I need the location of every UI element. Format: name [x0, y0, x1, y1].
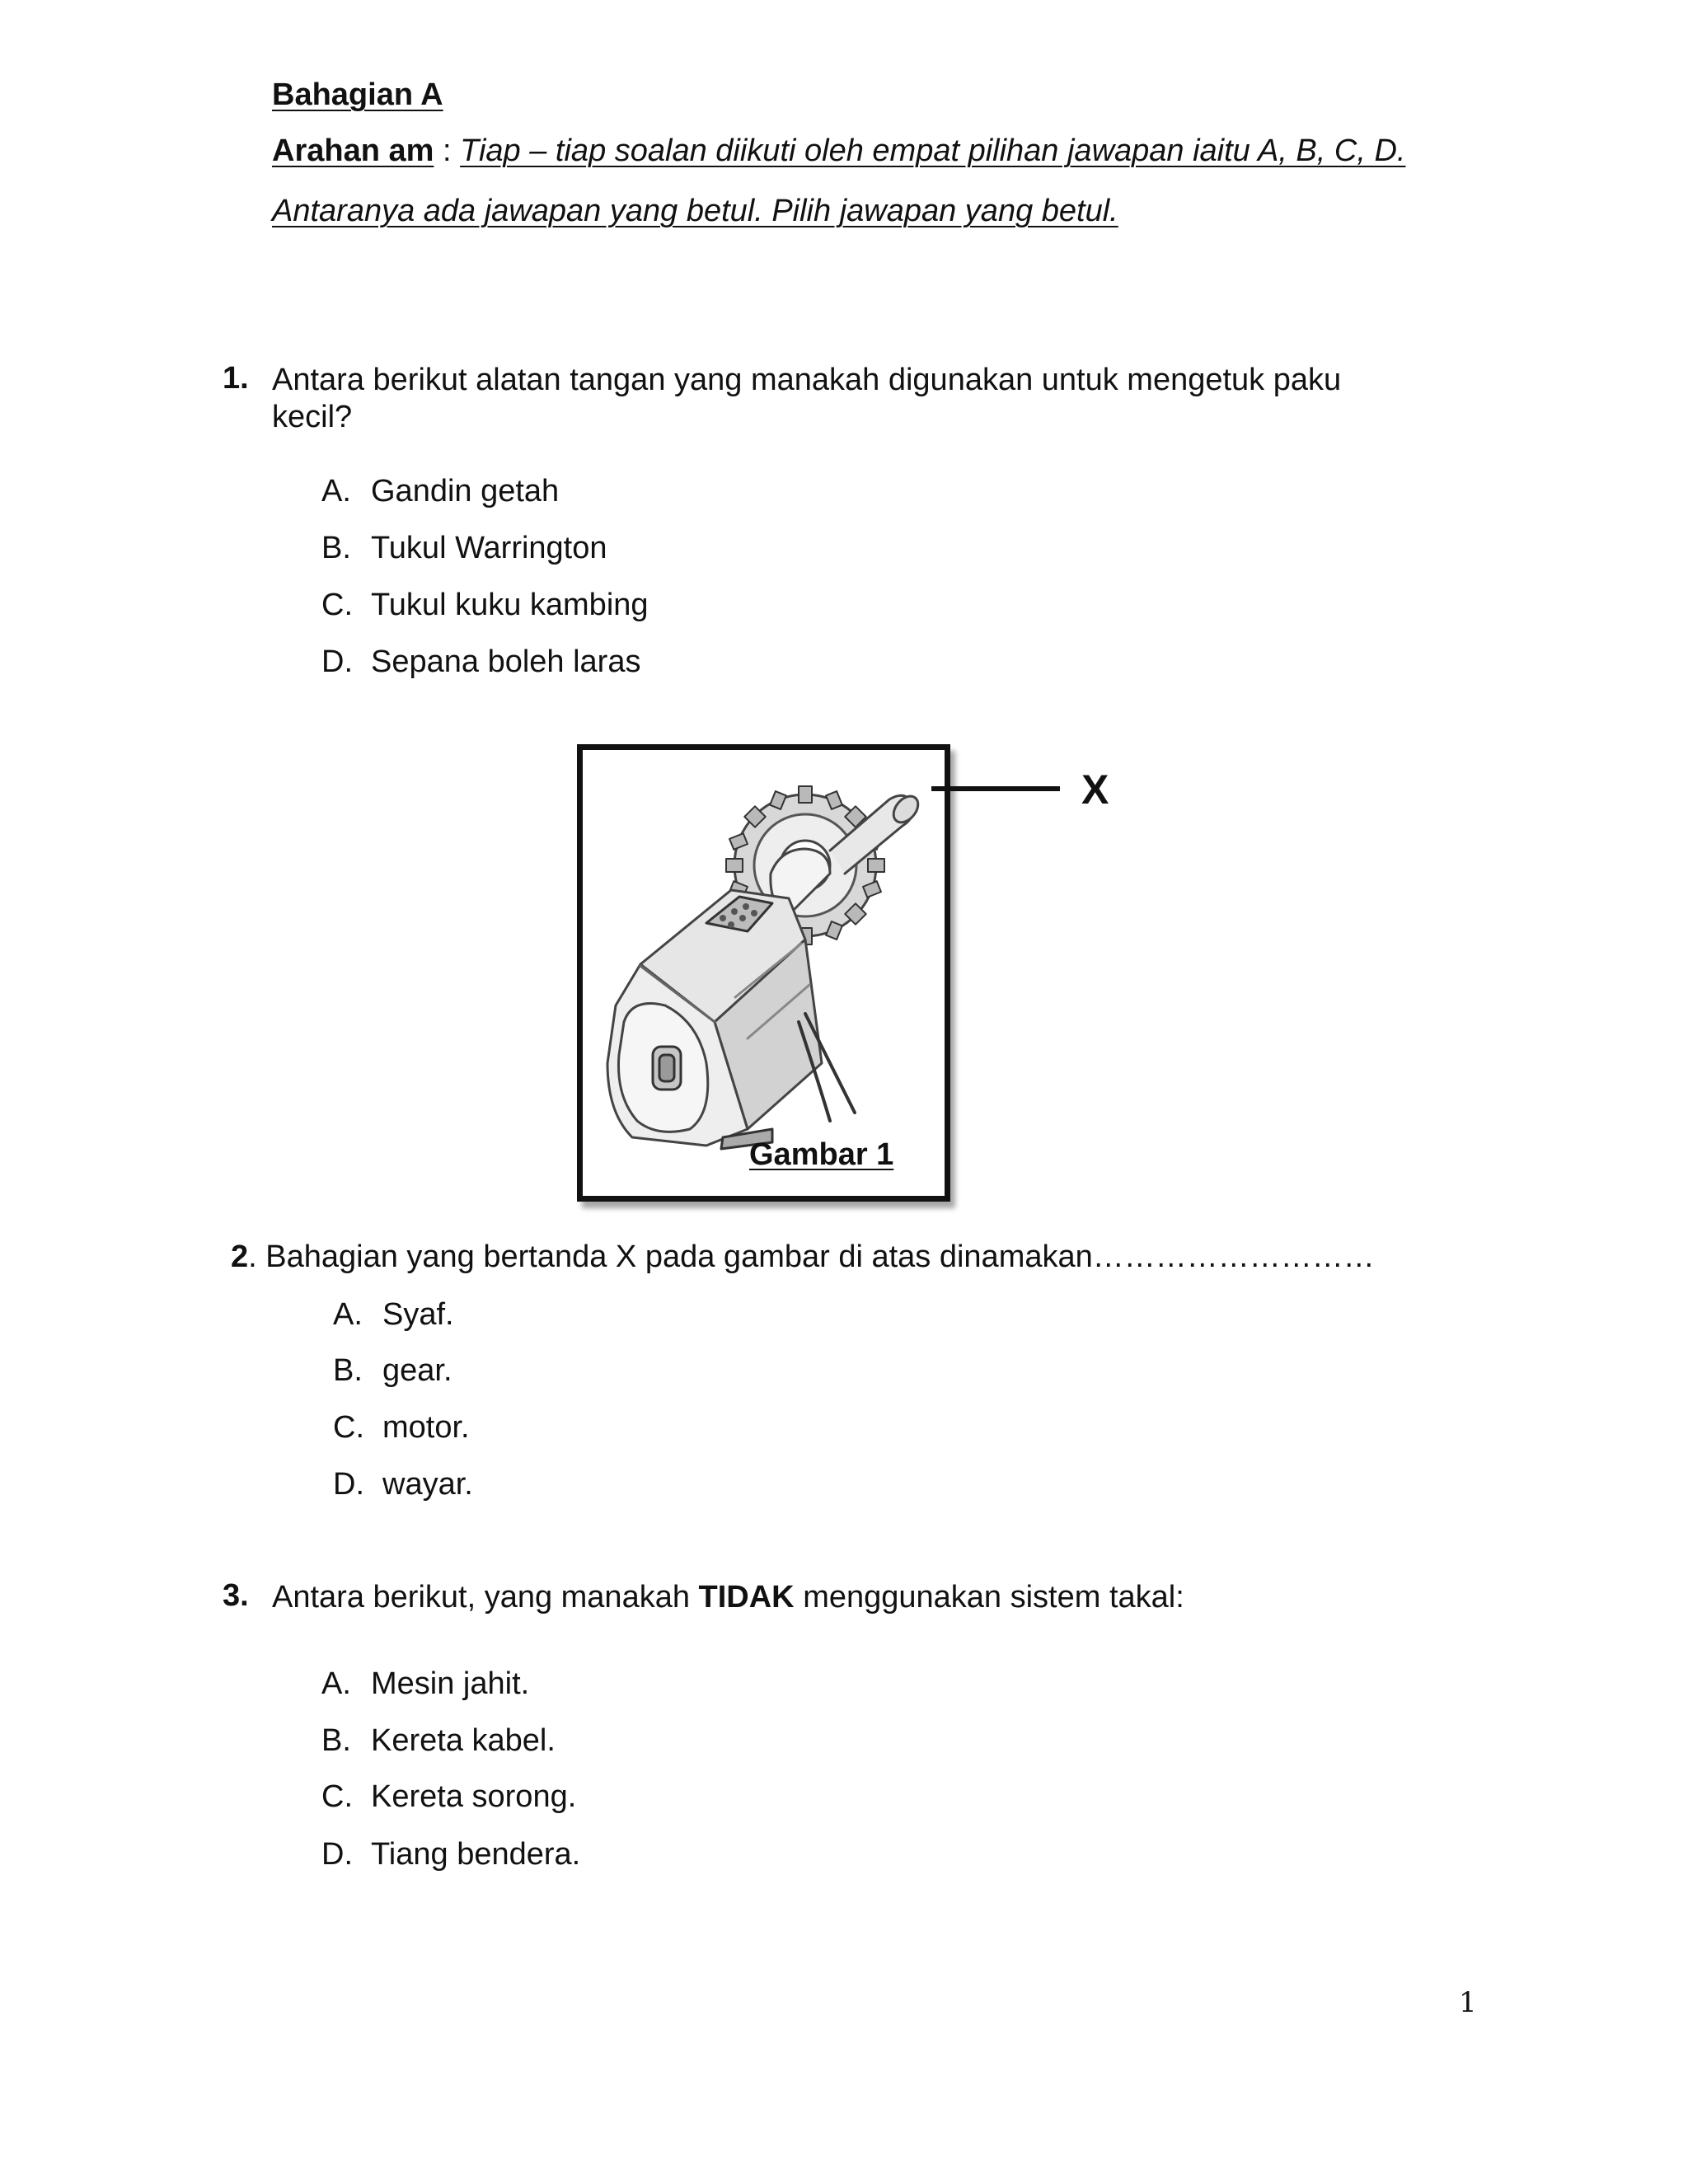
option-text: gear.	[382, 1353, 452, 1388]
option-letter: D.	[321, 1837, 353, 1872]
question-3-text-before: Antara berikut, yang manakah	[272, 1580, 699, 1615]
question-2-body: . Bahagian yang bertanda X pada gambar di atas dinamakan………………………	[248, 1240, 1375, 1274]
question-1-number: 1.	[223, 361, 249, 396]
instruction-line-2: Antaranya ada jawapan yang betul. Pilih jawapan yang betul.	[272, 194, 1118, 228]
instruction-separator: :	[434, 134, 461, 168]
figure-gambar-1	[577, 744, 950, 1202]
option-text: Kereta kabel.	[371, 1723, 556, 1758]
figure-caption: Gambar 1	[749, 1137, 894, 1172]
option-letter: A.	[321, 1666, 351, 1701]
question-2-option-c[interactable]	[333, 1408, 470, 1446]
question-3-text	[272, 1578, 1184, 1616]
instruction-line-1	[272, 132, 1405, 170]
question-3-text-emphasis: TIDAK	[698, 1580, 795, 1615]
option-text: Tiang bendera.	[371, 1837, 581, 1872]
pointer-label-x: X	[1081, 766, 1109, 813]
option-text: wayar.	[382, 1467, 473, 1502]
question-3-number: 3.	[223, 1578, 249, 1613]
question-2-option-b[interactable]	[333, 1352, 452, 1390]
pointer-line	[931, 786, 1060, 791]
option-letter: A.	[333, 1297, 363, 1332]
option-text: Tukul Warrington	[371, 531, 607, 565]
option-text: Kereta sorong.	[371, 1779, 577, 1814]
option-letter: B.	[333, 1353, 363, 1388]
option-letter: C.	[333, 1410, 364, 1445]
question-3-text-after: menggunakan sistem takal:	[794, 1580, 1184, 1615]
option-text: Syaf.	[382, 1297, 454, 1332]
question-1-text-line-2: kecil?	[272, 400, 353, 434]
option-letter: A.	[321, 474, 351, 509]
option-text: Gandin getah	[371, 474, 560, 509]
question-2-text	[231, 1238, 1375, 1276]
option-letter: D.	[321, 644, 353, 679]
option-text: Mesin jahit.	[371, 1666, 530, 1701]
question-1-option-b[interactable]	[321, 529, 607, 567]
question-1-option-c[interactable]	[321, 586, 649, 624]
question-3-option-d[interactable]	[321, 1835, 580, 1873]
question-3-option-b[interactable]	[321, 1722, 556, 1760]
option-letter: D.	[333, 1467, 364, 1502]
option-letter: C.	[321, 1779, 353, 1814]
option-letter: B.	[321, 531, 351, 565]
question-2-option-a[interactable]	[333, 1296, 454, 1333]
question-3-option-a[interactable]	[321, 1665, 529, 1703]
option-text: Sepana boleh laras	[371, 644, 641, 679]
page-number: 1	[1459, 1986, 1477, 2019]
option-letter: C.	[321, 588, 353, 622]
question-3-option-c[interactable]	[321, 1778, 576, 1816]
option-letter: B.	[321, 1723, 351, 1758]
section-title: Bahagian A	[272, 77, 443, 112]
question-2-number: 2	[231, 1240, 249, 1274]
question-1-text-line-1: Antara berikut alatan tangan yang manakah digunakan untuk mengetuk paku	[272, 363, 1342, 397]
motor-gear-illustration	[583, 750, 945, 1196]
question-1-option-a[interactable]	[321, 472, 559, 510]
question-1-option-d[interactable]	[321, 643, 640, 681]
option-text: Tukul kuku kambing	[371, 588, 649, 622]
question-2-option-d[interactable]	[333, 1465, 473, 1503]
instruction-text-1: Tiap – tiap soalan diikuti oleh empat pilihan jawapan iaitu A, B, C, D.	[460, 134, 1406, 168]
instruction-label: Arahan am	[272, 134, 434, 168]
option-text: motor.	[382, 1410, 470, 1445]
